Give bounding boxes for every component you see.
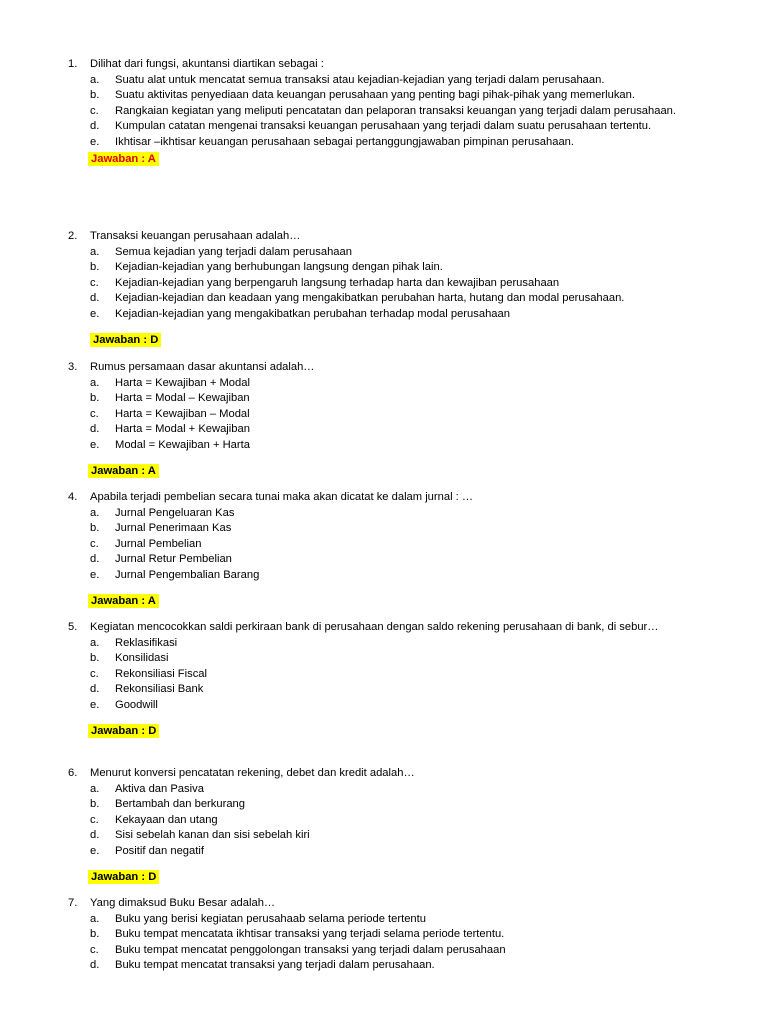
option-text: Harta = Kewajiban + Modal: [115, 376, 250, 389]
option-key: b.: [90, 261, 100, 274]
option-text: Goodwill: [115, 698, 158, 711]
option-key: c.: [90, 104, 99, 117]
option-a: [0, 636, 768, 652]
option-text: Positif dan negatif: [115, 844, 204, 857]
question-text: Rumus persamaan dasar akuntansi adalah…: [90, 361, 315, 373]
option-text: Kejadian-kejadian yang berpengaruh langsung terhadap harta dan kewajiban perusahaan: [115, 276, 560, 289]
option-key: b.: [90, 652, 100, 665]
option-a: [0, 506, 768, 522]
option-text: Buku tempat mencatat penggolongan transaksi yang terjadi dalam perusahaan: [115, 943, 506, 956]
question-6: [0, 766, 768, 885]
option-key: e.: [90, 698, 100, 711]
option-c: [0, 276, 768, 292]
option-text: Ikhtisar –ikhtisar keuangan perusahaan sebagai pertanggungjawaban pimpinan perusahaan.: [115, 135, 575, 148]
option-key: c.: [90, 537, 99, 550]
option-c: [0, 407, 768, 423]
option-key: c.: [90, 813, 99, 826]
option-text: Bertambah dan berkurang: [115, 798, 245, 811]
option-text: Modal = Kewajiban + Harta: [115, 438, 250, 451]
option-e: [0, 135, 768, 151]
option-c: [0, 537, 768, 553]
option-text: Konsilidasi: [115, 652, 169, 665]
question-number: 6.: [68, 767, 78, 779]
option-text: Kekayaan dan utang: [115, 813, 218, 826]
answer-label: Jawaban : D: [90, 333, 161, 347]
option-c: [0, 104, 768, 120]
answer-row: [90, 333, 768, 349]
option-text: Suatu aktivitas penyediaan data keuangan perusahaan yang penting bagi pihak-pihak yang memerlukan.: [115, 89, 635, 102]
question-number: 5.: [68, 621, 78, 633]
answer-row: [88, 724, 768, 740]
question-number: 3.: [68, 361, 78, 373]
option-d: [0, 422, 768, 438]
question-stem: [0, 620, 768, 636]
question-text: Kegiatan mencocokkan saldi perkiraan bank di perusahaan dengan saldo rekening perusahaan di bank, di sebur…: [90, 621, 659, 633]
option-a: [0, 73, 768, 89]
option-text: Jurnal Retur Pembelian: [115, 553, 232, 566]
answer-label: Jawaban : A: [88, 594, 159, 608]
answer-row: [88, 152, 768, 168]
answer-row: [88, 464, 768, 480]
option-key: e.: [90, 844, 100, 857]
option-a: [0, 912, 768, 928]
option-d: [0, 958, 768, 974]
question-1: [0, 57, 768, 167]
question-number: 2.: [68, 230, 78, 242]
option-key: d.: [90, 683, 100, 696]
option-key: d.: [90, 959, 100, 972]
question-7: [0, 896, 768, 974]
question-2: [0, 229, 768, 348]
option-text: Semua kejadian yang terjadi dalam perusahaan: [115, 245, 352, 258]
answer-label: Jawaban : A: [88, 464, 159, 478]
option-d: [0, 119, 768, 135]
question-stem: [0, 896, 768, 912]
answer-label: Jawaban : D: [88, 870, 159, 884]
option-key: c.: [90, 667, 99, 680]
option-e: [0, 698, 768, 714]
option-a: [0, 376, 768, 392]
question-stem: [0, 57, 768, 73]
option-b: [0, 927, 768, 943]
question-number: 1.: [68, 58, 78, 70]
option-b: [0, 391, 768, 407]
option-key: b.: [90, 798, 100, 811]
option-key: e.: [90, 307, 100, 320]
option-key: e.: [90, 135, 100, 148]
option-c: [0, 943, 768, 959]
question-number: 7.: [68, 897, 78, 909]
option-text: Buku tempat mencatata ikhtisar transaksi yang terjadi selama periode tertentu.: [115, 928, 505, 941]
option-text: Kumpulan catatan mengenai transaksi keuangan perusahaan yang terjadi dalam suatu perusahaan tertentu.: [115, 120, 652, 133]
option-a: [0, 782, 768, 798]
question-text: Menurut konversi pencatatan rekening, debet dan kredit adalah…: [90, 767, 415, 779]
option-key: d.: [90, 829, 100, 842]
option-key: b.: [90, 522, 100, 535]
option-text: Jurnal Pengeluaran Kas: [115, 506, 235, 519]
option-e: [0, 568, 768, 584]
option-d: [0, 291, 768, 307]
question-stem: [0, 766, 768, 782]
answer-label: Jawaban : A: [88, 152, 159, 166]
option-key: a.: [90, 636, 100, 649]
option-d: [0, 552, 768, 568]
option-text: Jurnal Pembelian: [115, 537, 202, 550]
option-text: Rekonsiliasi Bank: [115, 683, 204, 696]
option-text: Buku tempat mencatat transaksi yang terjadi dalam perusahaan.: [115, 959, 435, 972]
question-text: Apabila terjadi pembelian secara tunai maka akan dicatat ke dalam jurnal : …: [90, 491, 474, 503]
question-3: [0, 360, 768, 479]
option-text: Harta = Modal – Kewajiban: [115, 392, 250, 405]
option-key: d.: [90, 120, 100, 133]
option-key: d.: [90, 553, 100, 566]
question-text: Dilihat dari fungsi, akuntansi diartikan sebagai :: [90, 58, 324, 70]
question-stem: [0, 360, 768, 376]
option-text: Harta = Modal + Kewajiban: [115, 423, 250, 436]
option-text: Sisi sebelah kanan dan sisi sebelah kiri: [115, 829, 310, 842]
option-text: Rekonsiliasi Fiscal: [115, 667, 208, 680]
option-key: c.: [90, 276, 99, 289]
option-text: Suatu alat untuk mencatat semua transaksi atau kejadian-kejadian yang terjadi dalam perusahaan.: [115, 73, 605, 86]
question-4: [0, 490, 768, 609]
option-text: Harta = Kewajiban – Modal: [115, 407, 250, 420]
option-b: [0, 88, 768, 104]
option-key: a.: [90, 376, 100, 389]
question-text: Yang dimaksud Buku Besar adalah…: [90, 897, 276, 909]
option-key: a.: [90, 506, 100, 519]
option-b: [0, 521, 768, 537]
option-key: d.: [90, 292, 100, 305]
option-d: [0, 682, 768, 698]
option-c: [0, 667, 768, 683]
option-key: c.: [90, 943, 99, 956]
option-e: [0, 844, 768, 860]
option-text: Kejadian-kejadian yang mengakibatkan perubahan terhadap modal perusahaan: [115, 307, 510, 320]
question-stem: [0, 490, 768, 506]
option-b: [0, 260, 768, 276]
option-key: c.: [90, 407, 99, 420]
option-key: b.: [90, 89, 100, 102]
option-key: a.: [90, 912, 100, 925]
option-key: e.: [90, 568, 100, 581]
option-e: [0, 438, 768, 454]
answer-label: Jawaban : D: [88, 724, 159, 738]
option-key: b.: [90, 928, 100, 941]
option-key: e.: [90, 438, 100, 451]
option-text: Kejadian-kejadian dan keadaan yang mengakibatkan perubahan harta, hutang dan modal perusahaan.: [115, 292, 625, 305]
answer-row: [88, 870, 768, 886]
option-d: [0, 828, 768, 844]
option-key: a.: [90, 73, 100, 86]
option-text: Buku yang berisi kegiatan perusahaab selama periode tertentu: [115, 912, 426, 925]
option-e: [0, 307, 768, 323]
option-text: Reklasifikasi: [115, 636, 178, 649]
question-stem: [0, 229, 768, 245]
question-text: Transaksi keuangan perusahaan adalah…: [90, 230, 301, 242]
option-text: Rangkaian kegiatan yang meliputi pencatatan dan pelaporan transaksi keuangan yang terjadi dalam perusahaan.: [115, 104, 677, 117]
option-key: b.: [90, 392, 100, 405]
option-text: Jurnal Pengembalian Barang: [115, 568, 260, 581]
option-key: a.: [90, 782, 100, 795]
option-b: [0, 651, 768, 667]
option-text: Jurnal Penerimaan Kas: [115, 522, 232, 535]
option-c: [0, 813, 768, 829]
answer-row: [88, 594, 768, 610]
question-5: [0, 620, 768, 739]
option-text: Kejadian-kejadian yang berhubungan langsung dengan pihak lain.: [115, 261, 443, 274]
option-a: [0, 245, 768, 261]
option-b: [0, 797, 768, 813]
option-text: Aktiva dan Pasiva: [115, 782, 204, 795]
question-number: 4.: [68, 491, 78, 503]
option-key: d.: [90, 423, 100, 436]
option-key: a.: [90, 245, 100, 258]
